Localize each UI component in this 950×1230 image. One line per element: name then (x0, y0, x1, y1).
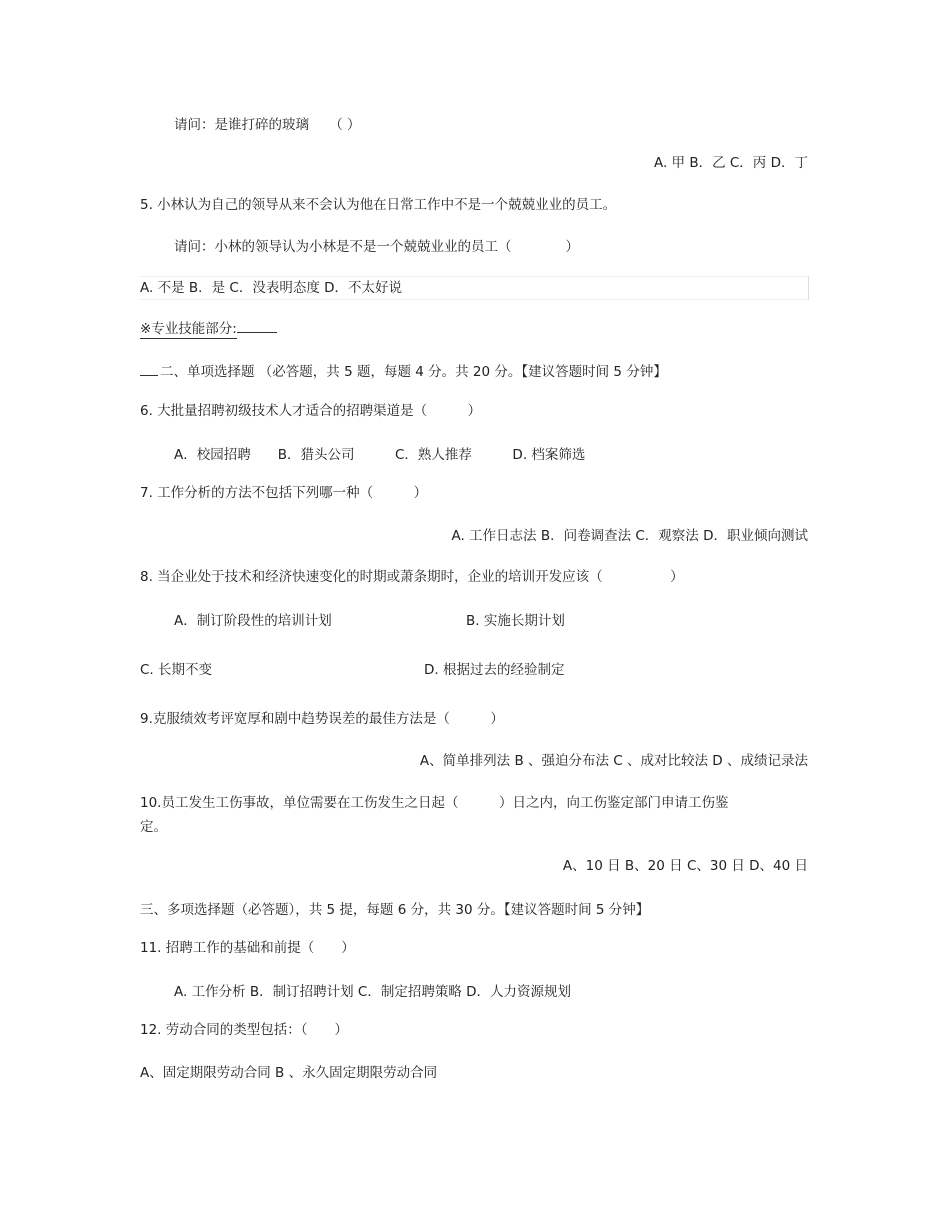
section-professional-skills-label: ※专业技能部分: (140, 321, 237, 337)
question-6-options: A．校园招聘 B．猎头公司 C．熟人推荐 D. 档案筛选 (174, 447, 586, 463)
question-10-stem-cont: 定。 (140, 819, 167, 835)
question-4-prompt: 请问：是谁打碎的玻璃 （ ） (174, 117, 361, 133)
question-4-options: A. 甲 B．乙 C．丙 D．丁 (653, 155, 808, 171)
question-8-option-c: C. 长期不变 (140, 662, 213, 678)
question-9-stem: 9.克服绩效考评宽厚和剧中趋势误差的最佳方法是（ ） (140, 711, 504, 727)
section-professional-skills (140, 320, 277, 338)
question-10-stem: 10.员工发生工伤事故，单位需要在工伤发生之日起（ ）日之内，向工伤鉴定部门申请工伤鉴 (140, 795, 729, 811)
question-12-stem: 12. 劳动合同的类型包括：（ ） (140, 1022, 349, 1038)
question-11-options: A. 工作分析 B．制订招聘计划 C．制定招聘策略 D．人力资源规划 (174, 984, 572, 1000)
section-3-heading: 三、多项选择题（必答题），共 5 提，每题 6 分，共 30 分。【建议答题时间 5 分钟】 (140, 902, 650, 918)
question-7-stem: 7. 工作分析的方法不包括下列哪一种（ ） (140, 485, 428, 501)
question-7-options: A. 工作日志法 B．问卷调查法 C．观察法 D．职业倾向测试 (451, 528, 808, 544)
question-8-option-b: B. 实施长期计划 (466, 613, 565, 629)
question-8-stem: 8. 当企业处于技术和经济快速变化的时期或萧条期时，企业的培训开发应该（ ） (140, 569, 684, 585)
question-11-stem: 11. 招聘工作的基础和前提（ ） (140, 940, 355, 956)
question-6-stem: 6. 大批量招聘初级技术人才适合的招聘渠道是（ ） (140, 403, 482, 419)
question-5-prompt: 请问：小林的领导认为小林是不是一个兢兢业业的员工（ ） (174, 239, 579, 255)
question-10-options: A、10 日 B、20 日 C、30 日 D、40 日 (562, 858, 808, 874)
question-5-stem: 5. 小林认为自己的领导从来不会认为他在日常工作中不是一个兢兢业业的员工。 (140, 197, 617, 213)
section-2-heading (140, 363, 667, 381)
question-8-option-a: A．制订阶段性的培训计划 (174, 613, 332, 629)
section-2-heading-text: 二、单项选择题 （必答题，共 5 题，每题 4 分。共 20 分。【建议答题时间 5 分钟】 (160, 364, 667, 380)
question-9-options: A、简单排列法 B 、强迫分布法 C 、成对比较法 D 、成绩记录法 (419, 753, 808, 769)
question-5-options: A. 不是 B．是 C．没表明态度 D．不太好说 (140, 276, 809, 300)
question-12-options: A、固定期限劳动合同 B 、永久固定期限劳动合同 (140, 1065, 438, 1081)
question-8-option-d: D. 根据过去的经验制定 (424, 662, 565, 678)
